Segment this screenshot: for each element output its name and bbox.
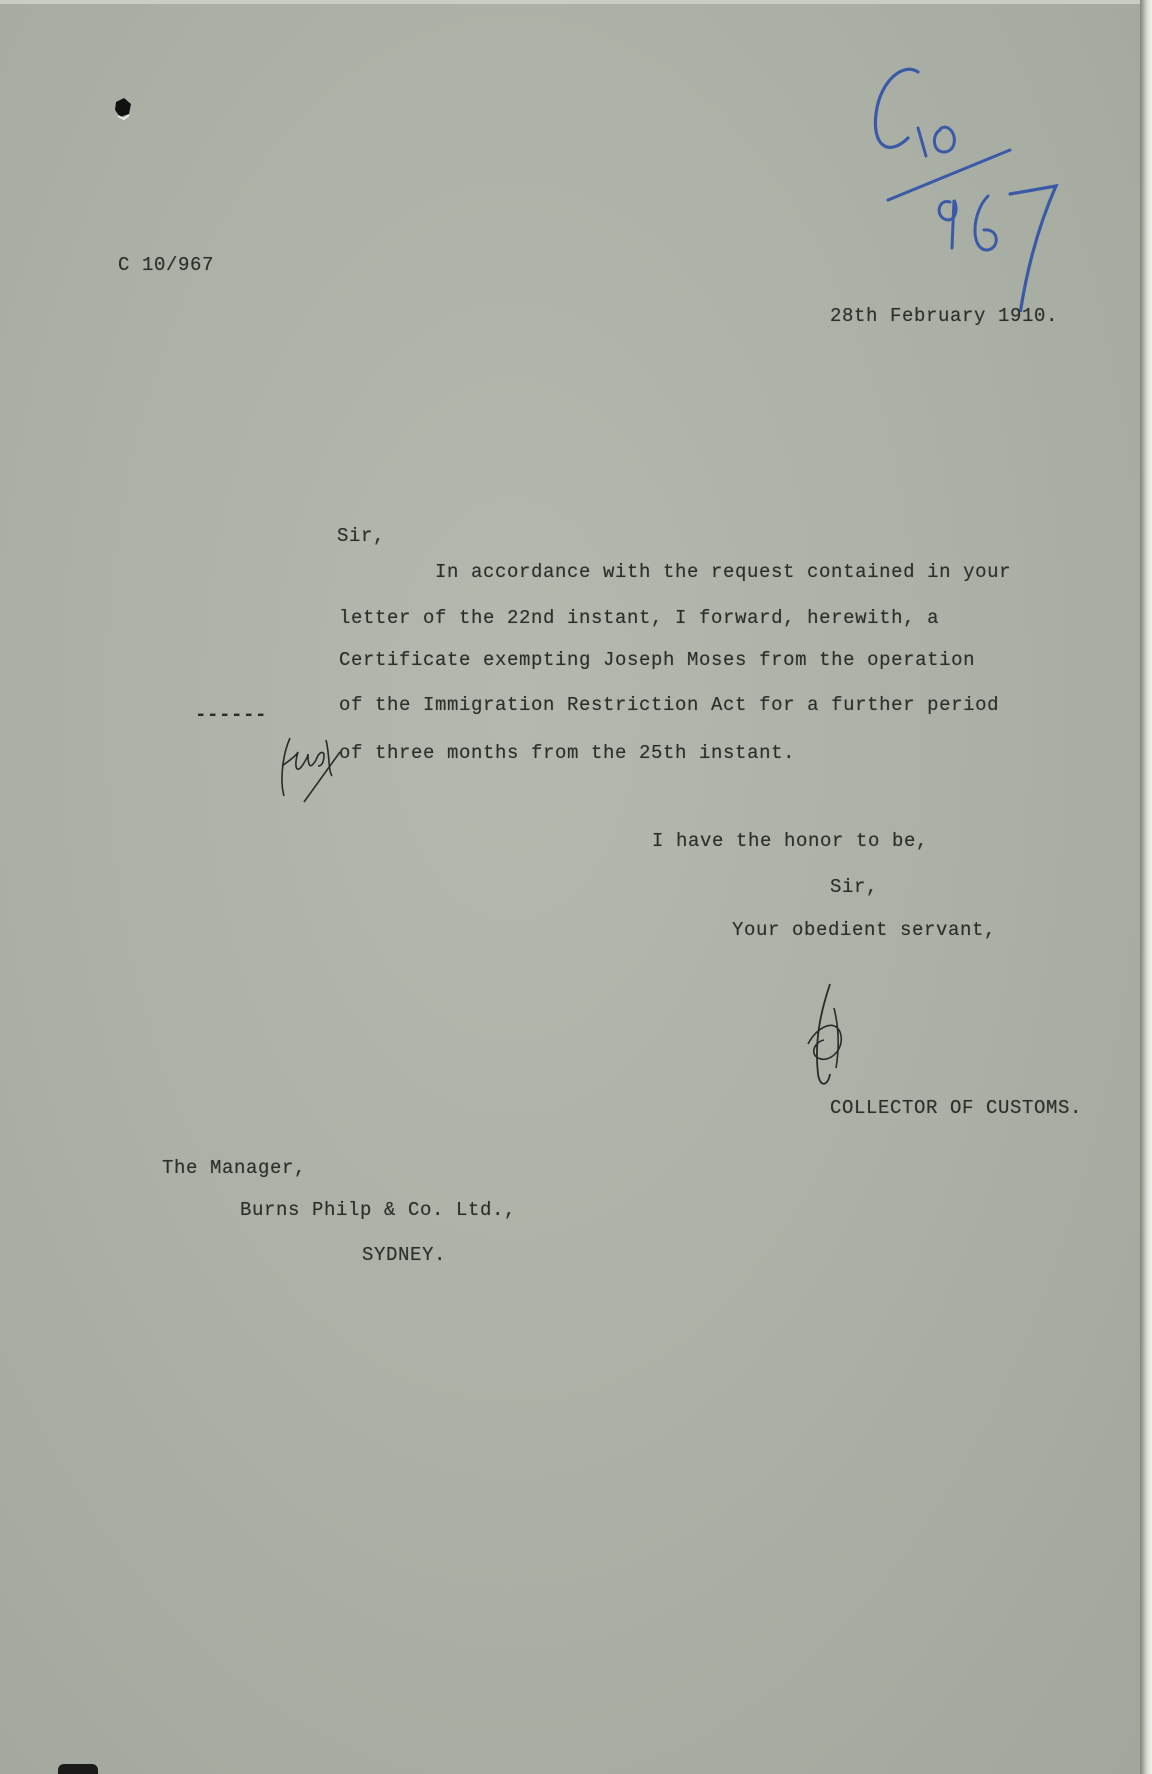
- page-top-edge: [0, 0, 1140, 4]
- body-line-1: In accordance with the request contained in your: [435, 561, 1012, 583]
- salutation: Sir,: [337, 525, 386, 547]
- punch-hole-mark: [112, 96, 134, 120]
- enclosure-marker: ------: [195, 704, 268, 726]
- address-line-2: Burns Philp & Co. Ltd.,: [240, 1199, 517, 1221]
- address-line-3: SYDNEY.: [362, 1244, 447, 1266]
- closing-line-3: Your obedient servant,: [732, 919, 997, 941]
- closing-line-2: Sir,: [830, 876, 879, 898]
- handwritten-file-number: [860, 52, 1080, 312]
- body-line-4: of the Immigration Restriction Act for a further period: [339, 694, 1000, 716]
- file-reference: C 10/967: [118, 254, 215, 276]
- signature-initials: [800, 978, 860, 1094]
- address-line-1: The Manager,: [162, 1157, 307, 1179]
- handwritten-file-number-text: C10: [860, 52, 862, 53]
- paper-blemish: [58, 1764, 98, 1774]
- body-line-5: of three months from the 25th instant.: [339, 742, 796, 764]
- letter-date: 28th February 1910.: [830, 305, 1059, 327]
- body-line-2: letter of the 22nd instant, I forward, herewith, a: [339, 607, 940, 629]
- closing-line-1: I have the honor to be,: [652, 830, 929, 852]
- handwritten-enclosure-note: [276, 726, 346, 804]
- body-line-3: Certificate exempting Joseph Moses from the operation: [339, 649, 976, 671]
- page-right-edge: [1140, 0, 1152, 1774]
- signatory-title: COLLECTOR OF CUSTOMS.: [830, 1097, 1083, 1119]
